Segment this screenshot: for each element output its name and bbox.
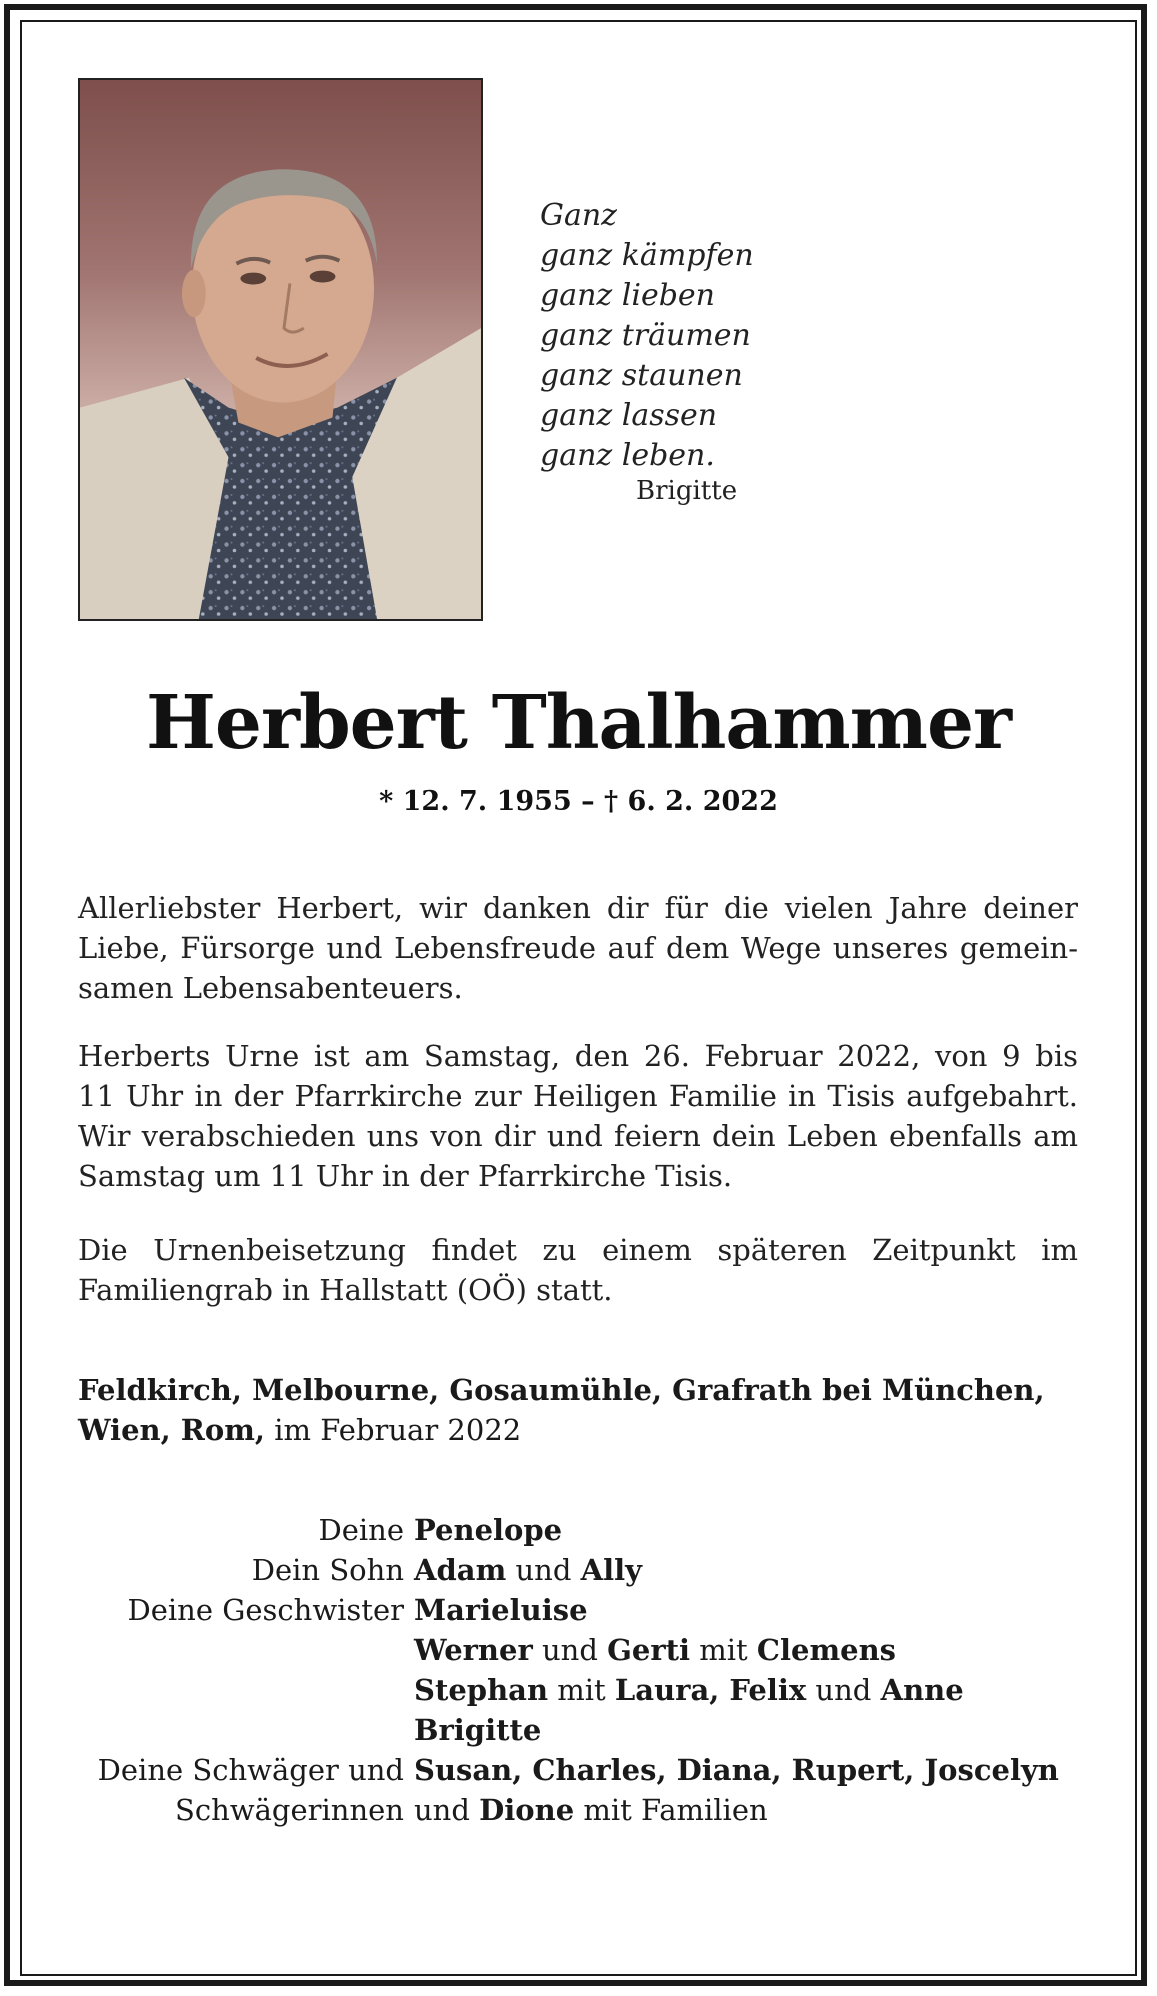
mourner-name: Werner (414, 1633, 533, 1667)
paragraph-burial (78, 1230, 1078, 1310)
date-text: im Februar 2022 (265, 1413, 522, 1447)
mourner-name: Dione (479, 1793, 575, 1827)
mourner-names (414, 1750, 1059, 1790)
portrait-illustration (80, 80, 481, 619)
connector-text: und (532, 1633, 608, 1667)
poem-author: Brigitte (636, 476, 738, 506)
relation-label: Schwägerinnen (175, 1793, 404, 1827)
mourner-name: Laura, Felix (614, 1673, 807, 1707)
places-line: Wien, Rom, (78, 1413, 266, 1447)
mourner-name: Susan, Charles, Diana, Rupert, Joscelyn (414, 1753, 1059, 1787)
connector-text: mit (690, 1633, 757, 1667)
paragraph-line: Wir verabschieden uns von dir und feiern dein Leben ebenfalls am (78, 1119, 1078, 1153)
mourner-name: Anne (880, 1673, 964, 1707)
relation-label (60, 1670, 414, 1710)
mourner-row (60, 1670, 1110, 1710)
mourner-row (60, 1510, 1110, 1550)
connector-text: und (506, 1553, 581, 1587)
mourner-row (60, 1790, 1110, 1830)
relation-label (60, 1710, 414, 1750)
paragraph-line: samen Lebensabenteuers. (78, 971, 463, 1005)
poem-line: Ganz (540, 198, 617, 233)
connector-text: mit (548, 1673, 615, 1707)
paragraph-line: Liebe, Fürsorge und Lebensfreude auf dem Wege unseres gemein- (78, 931, 1078, 965)
relation-label: Deine (318, 1513, 404, 1547)
mourner-name: Penelope (414, 1513, 563, 1547)
mourner-name: Clemens (756, 1633, 897, 1667)
places-and-date (78, 1370, 1078, 1450)
mourners-list (60, 1510, 1110, 1830)
mourner-name: Adam (414, 1553, 507, 1587)
mourner-row (60, 1750, 1110, 1790)
poem (540, 196, 800, 476)
connector-text: und (806, 1673, 881, 1707)
mourner-names (414, 1510, 562, 1550)
relation-label: Deine Geschwister (127, 1593, 404, 1627)
mourner-name: Brigitte (414, 1713, 542, 1747)
relation-label: Deine Schwäger und (97, 1753, 404, 1787)
poem-line: ganz lieben (540, 278, 715, 313)
mourner-names (414, 1790, 768, 1830)
mourner-row (60, 1550, 1110, 1590)
relation-label: Dein Sohn (251, 1553, 404, 1587)
mourner-names (414, 1710, 541, 1750)
paragraph-line: Samstag um 11 Uhr in der Pfarrkirche Tisis. (78, 1159, 733, 1193)
mourner-names (414, 1630, 896, 1670)
poem-line: ganz träumen (540, 318, 751, 353)
poem-line: ganz lassen (540, 398, 718, 433)
mourner-row (60, 1590, 1110, 1630)
places-line: Feldkirch, Melbourne, Gosaumühle, Grafrath bei München, (78, 1373, 1045, 1407)
poem-line: ganz kämpfen (540, 238, 754, 273)
mourner-name: Marieluise (414, 1593, 588, 1627)
deceased-name: Herbert Thalhammer (145, 680, 1012, 766)
mourner-names (414, 1590, 588, 1630)
paragraph-line: Allerliebster Herbert, wir danken dir für die vielen Jahre deiner (78, 891, 1078, 925)
portrait-photo (78, 78, 483, 621)
connector-text: mit Familien (574, 1793, 768, 1827)
paragraph-line: Die Urnenbeisetzung findet zu einem späteren Zeitpunkt im (78, 1233, 1078, 1267)
mourner-name: Ally (580, 1553, 643, 1587)
paragraph-ceremony (78, 1036, 1078, 1196)
mourner-row (60, 1710, 1110, 1750)
mourner-names (414, 1550, 642, 1590)
paragraph-gratitude (78, 888, 1078, 1008)
paragraph-line: 11 Uhr in der Pfarrkirche zur Heiligen Familie in Tisis aufgebahrt. (78, 1079, 1078, 1113)
paragraph-line: Herberts Urne ist am Samstag, den 26. Februar 2022, von 9 bis (78, 1039, 1078, 1073)
poem-line: ganz leben. (540, 438, 715, 473)
connector-text: und (414, 1793, 480, 1827)
life-dates: * 12. 7. 1955 – † 6. 2. 2022 (379, 786, 778, 817)
relation-label (60, 1630, 414, 1670)
mourner-names (414, 1670, 964, 1710)
poem-line: ganz staunen (540, 358, 743, 393)
mourner-name: Gerti (607, 1633, 691, 1667)
paragraph-line: Familiengrab in Hallstatt (OÖ) statt. (78, 1273, 613, 1307)
mourner-row (60, 1630, 1110, 1670)
mourner-name: Stephan (414, 1673, 549, 1707)
